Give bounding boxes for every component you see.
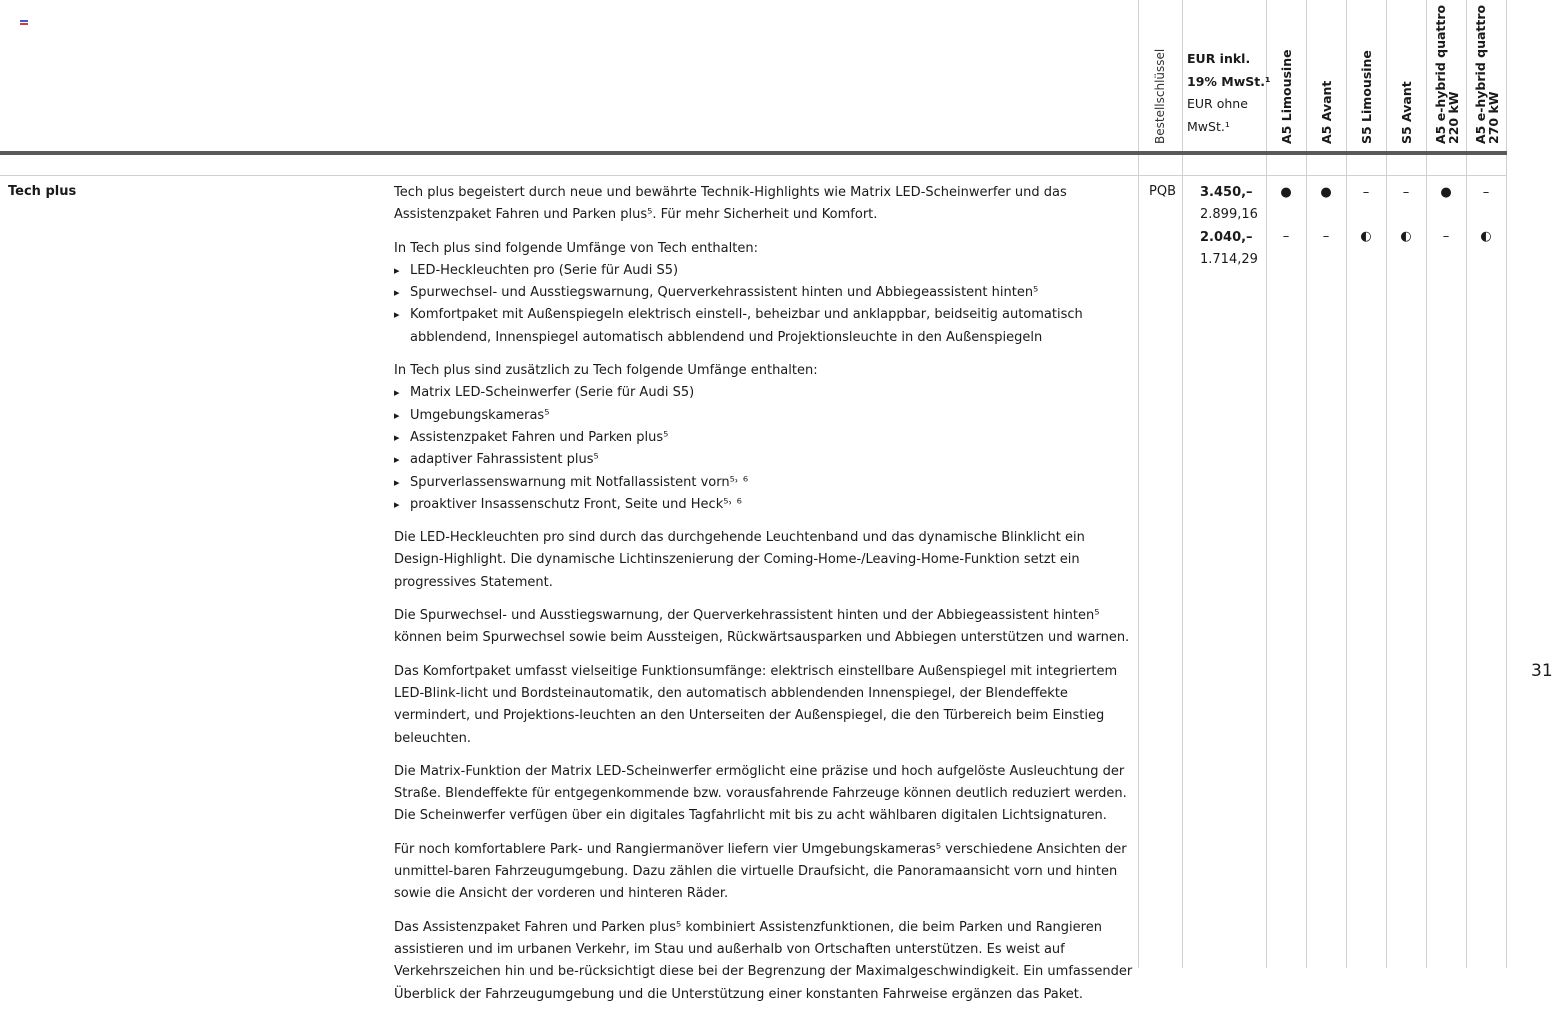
list2 (394, 382, 1134, 516)
price-column-header (1187, 48, 1270, 138)
list-item: ▸ proaktiver Insassenschutz Front, Seite und Heck⁵˒ ⁶ (394, 494, 1134, 516)
model-header-s5-limousine (1360, 50, 1373, 144)
column-divider (1386, 0, 1387, 968)
price-cell (1200, 182, 1258, 271)
list-item: ▸ Spurverlassenswarnung mit Notfallassistent vorn⁵˒ ⁶ (394, 472, 1134, 494)
availability-mark: – (1402, 185, 1410, 200)
list-item: ▸ Assistenzpaket Fahren und Parken plus⁵ (394, 427, 1134, 449)
paragraph: Das Assistenzpaket Fahren und Parken plus⁵ kombiniert Assistenzfunktionen, die beim Parken und Rangieren assistieren und im urbanen Verkehr, im Stau und außerhalb von Ortschaften unterstützen. Es weist auf Verkehrszeichen hin und be-rücksichtigt diese bei der Begrenzung der Maximalgeschwindigkeit. Ein umfassender Überblick der Fahrzeugumgebung und die Unterstützung einer konstanten Fahrweise ergänzen das Paket. (394, 919, 1133, 1002)
list1 (394, 260, 1134, 349)
model-label: A5 Limousine (1279, 49, 1294, 144)
price-excl-line2: MwSt.¹ (1187, 118, 1230, 134)
code-column-header: Bestellschlüssel (1153, 48, 1167, 144)
intro-text: Tech plus begeistert durch neue und bewährte Technik-Highlights wie Matrix LED-Scheinwerfer und das Assistenzpaket Fahren und Parken plus⁵. Für mehr Sicherheit und Komfort. (394, 185, 1067, 223)
availability-mark: ● (1320, 185, 1332, 200)
model-label: S5 Avant (1399, 81, 1414, 144)
model-label: S5 Limousine (1359, 50, 1374, 144)
availability-mark: ● (1280, 185, 1292, 200)
model-header-a5-ehybrid-220 (1434, 5, 1460, 144)
price1-incl: 3.450,– (1200, 185, 1253, 200)
list-item: ▸ LED-Heckleuchten pro (Serie für Audi S5) (394, 260, 1134, 282)
paragraph: Für noch komfortablere Park- und Rangiermanöver liefern vier Umgebungskameras⁵ verschiedene Ansichten der unmittel-baren Fahrzeugumgebung. Dazu zählen die virtuelle Draufsicht, die Panoramaansicht vorn und hinten sowie die Ansicht der vorderen und hinteren Räder. (394, 841, 1127, 902)
order-code: PQB (1149, 184, 1176, 199)
row-description (394, 182, 1134, 1017)
list-item: ▸ Umgebungskameras⁵ (394, 405, 1134, 427)
model-power-label: 270 kW (1486, 91, 1501, 144)
availability-mark: – (1362, 185, 1370, 200)
page-number: 31 (1531, 661, 1553, 681)
price-incl-line2: 19% MwSt.¹ (1187, 73, 1271, 89)
row-title: Tech plus (8, 184, 77, 199)
availability-mark: – (1442, 229, 1450, 244)
column-divider (1182, 0, 1183, 968)
column-divider (1426, 0, 1427, 968)
availability-mark: – (1322, 229, 1330, 244)
availability-mark: ● (1440, 185, 1452, 200)
price-excl-line1: EUR ohne (1187, 96, 1248, 111)
row-rule (0, 175, 1507, 176)
paragraph: Die Matrix-Funktion der Matrix LED-Scheinwerfer ermöglicht eine präzise und hoch aufgelöste Ausleuchtung der Straße. Blendeffekte für entgegenkommende bzw. vorausfahrende Fahrzeuge können deutlich reduziert werden. Die Scheinwerfer verfügen über ein digitales Tagfahrlicht mit bis zu acht wählbaren digitalen Lichtsignaturen. (394, 763, 1127, 824)
header-rule (0, 151, 1507, 155)
model-header-a5-avant (1320, 81, 1333, 144)
column-divider (1506, 0, 1507, 968)
model-label: A5 e-hybrid quattro (1433, 4, 1448, 144)
model-header-a5-limousine (1280, 49, 1293, 144)
model-label: A5 e-hybrid quattro (1473, 4, 1488, 144)
paragraph: Die LED-Heckleuchten pro sind durch das durchgehende Leuchtenband und das dynamische Blinklicht ein Design-Highlight. Die dynamische Lichtinszenierung der Coming-Home-/Leaving-Home-Funktion setzt ein progressives Statement. (394, 530, 1085, 590)
availability-mark: ◐ (1360, 229, 1372, 244)
column-divider (1466, 0, 1467, 968)
paragraph: Das Komfortpaket umfasst vielseitige Funktionsumfänge: elektrisch einstellbare Außenspiegel mit integriertem LED-Blink-licht und Bordsteinautomatik, den automatisch abblendenden Innenspiegel, der Blendeffekte vermindert, und Projektions-leuchten an den Unterseiten der Außenspiegel, die den Türbereich beim Einstieg beleuchten. (394, 663, 1118, 746)
price2-incl: 2.040,– (1200, 229, 1253, 245)
brand-logo (20, 20, 28, 27)
model-power-label: 220 kW (1446, 91, 1461, 144)
column-divider (1138, 0, 1139, 968)
column-divider (1346, 0, 1347, 968)
availability-mark: – (1482, 185, 1490, 200)
availability-mark: – (1282, 229, 1290, 244)
list-item: ▸ Komfortpaket mit Außenspiegeln elektrisch einstell-, beheizbar und anklappbar, beidseitig automatisch abblendend, Innenspiegel automatisch abblendend und Projektionsleuchte in den Außenspiegeln (394, 304, 1134, 349)
model-label: A5 Avant (1319, 80, 1334, 144)
logo-stripe-blue (20, 20, 28, 22)
list2-heading: In Tech plus sind zusätzlich zu Tech folgende Umfänge enthalten: (394, 363, 818, 379)
model-header-s5-avant (1400, 81, 1413, 144)
availability-mark: ◐ (1480, 229, 1492, 244)
logo-stripe-red (20, 23, 28, 25)
list-item: ▸ Matrix LED-Scheinwerfer (Serie für Audi S5) (394, 382, 1134, 404)
list-item: ▸ adaptiver Fahrassistent plus⁵ (394, 449, 1134, 471)
price-incl-line1: EUR inkl. (1187, 51, 1251, 66)
model-header-a5-ehybrid-270 (1474, 5, 1500, 144)
list1-heading: In Tech plus sind folgende Umfänge von Tech enthalten: (394, 240, 758, 256)
price2-excl: 1.714,29 (1200, 251, 1258, 267)
column-divider (1306, 0, 1307, 968)
availability-mark: ◐ (1400, 229, 1412, 244)
price1-excl: 2.899,16 (1200, 207, 1258, 223)
list-item: ▸ Spurwechsel- und Ausstiegswarnung, Querverkehrassistent hinten und Abbiegeassistent hinten⁵ (394, 282, 1134, 304)
paragraph: Die Spurwechsel- und Ausstiegswarnung, der Querverkehrassistent hinten und der Abbiegeassistent hinten⁵ können beim Spurwechsel sowie beim Aussteigen, Rückwärtsausparken und Abbiegen unterstützen und warnen. (394, 608, 1130, 646)
column-divider (1266, 0, 1267, 968)
